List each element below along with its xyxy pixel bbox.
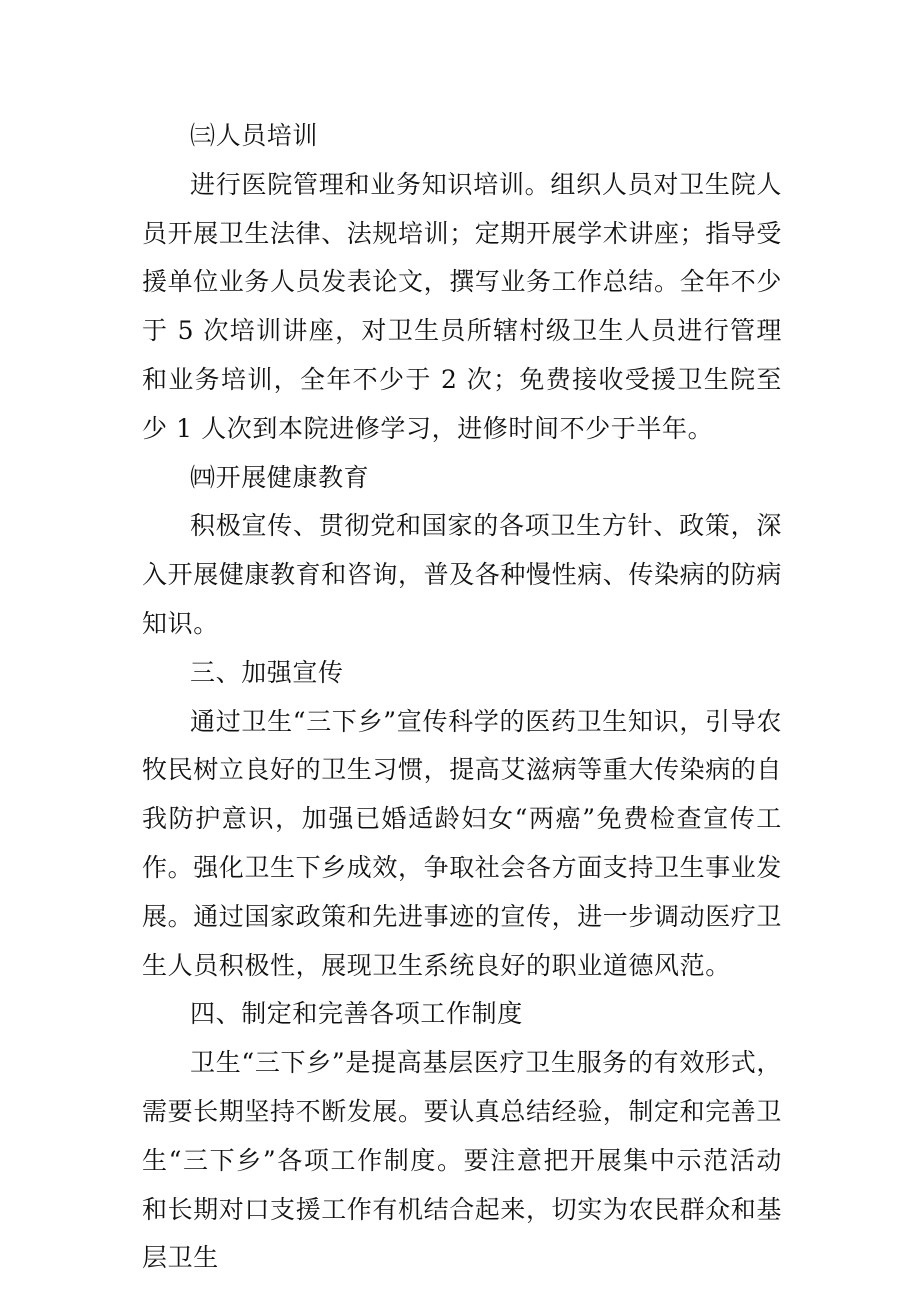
paragraph-publicity: 通过卫生“三下乡”宣传科学的医药卫生知识，引导农牧民树立良好的卫生习惯，提高艾滋病等重大传染病的自我防护意识，加强已婚适龄妇女“两癌”免费检查宣传工作。强化卫生下乡成效，争取社会各方面支持卫生事业发展。通过国家政策和先进事迹的宣传，进一步调动医疗卫生人员积极性，展现卫生系统良好的职业道德风范。 [142, 706, 783, 980]
section-heading-publicity: 三、加强宣传 [190, 657, 344, 687]
section-heading-personnel-training: ㈢人员培训 [190, 121, 319, 150]
section-heading-health-education: ㈣开展健康教育 [190, 462, 370, 492]
paragraph-health-education: 积极宣传、贯彻党和国家的各项卫生方针、政策，深入开展健康教育和咨询，普及各种慢性病、传染病的防病知识。 [142, 511, 783, 638]
paragraph-personnel-training: 进行医院管理和业务知识培训。组织人员对卫生院人员开展卫生法律、法规培训；定期开展学术讲座；指导受援单位业务人员发表论文，撰写业务工作总结。全年不少于 5 次培训讲座，对卫生员所辖村级卫生人员进行管理和业务培训，全年不少于 2 次；免费接收受援卫生院至少 1 人次到本院进修学习，进修时间不少于半年。 [142, 169, 783, 443]
document-body [142, 112, 782, 1283]
paragraph-work-system: 卫生“三下乡”是提高基层医疗卫生服务的有效形式，需要长期坚持不断发展。要认真总结经验，制定和完善卫生“三下乡”各项工作制度。要注意把开展集中示范活动和长期对口支援工作有机结合起来，切实为农民群众和基层卫生 [142, 1048, 783, 1273]
section-heading-work-system: 四、制定和完善各项工作制度 [190, 999, 523, 1029]
